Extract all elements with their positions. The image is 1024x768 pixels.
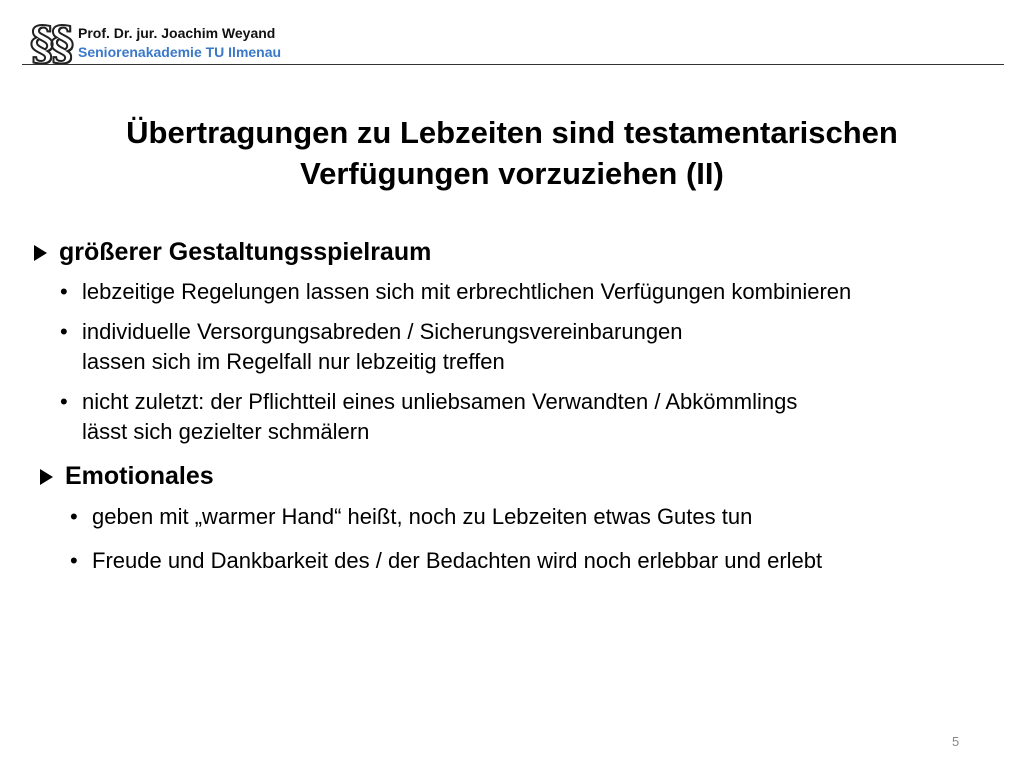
arrow-bullet-icon [40,469,53,485]
list-item [60,277,851,307]
list-item [60,317,683,377]
list-item-line: individuelle Versorgungsabreden / Sicherungsvereinbarungen [82,319,683,344]
list-item-line: lässt sich gezielter schmälern [82,419,370,444]
bullet-icon: • [60,389,68,414]
bullet-icon: • [60,279,68,304]
author-name: Prof. Dr. jur. Joachim Weyand [78,25,276,41]
institution-name: Seniorenakademie TU Ilmenau [78,44,282,60]
header-divider [22,64,1004,65]
bullet-icon: • [70,504,78,529]
paragraph-logo-icon: §§ [30,16,71,70]
slide-title-line-2: Verfügungen vorzuziehen (II) [300,156,724,191]
section-heading-text: Emotionales [65,462,214,490]
section-heading-text: größerer Gestaltungsspielraum [59,238,432,266]
slide-title-line-1: Übertragungen zu Lebzeiten sind testamentarischen [126,115,898,150]
arrow-bullet-icon [34,245,47,261]
list-item-line: lassen sich im Regelfall nur lebzeitig treffen [82,349,505,374]
list-item [70,502,752,532]
section-heading-emotionales [40,461,214,491]
list-item [70,546,822,576]
page-number: 5 [952,734,960,749]
section-heading-gestaltungsspielraum [34,237,431,267]
bullet-icon: • [70,548,78,573]
list-item-line: nicht zuletzt: der Pflichtteil eines unliebsamen Verwandten / Abkömmlings [82,389,798,414]
list-item-line: lebzeitige Regelungen lassen sich mit erbrechtlichen Verfügungen kombinieren [82,279,852,304]
slide-title [40,112,984,194]
list-item [60,387,797,447]
bullet-icon: • [60,319,68,344]
list-item-line: geben mit „warmer Hand“ heißt, noch zu Lebzeiten etwas Gutes tun [92,504,753,529]
list-item-line: Freude und Dankbarkeit des / der Bedachten wird noch erlebbar und erlebt [92,548,823,573]
